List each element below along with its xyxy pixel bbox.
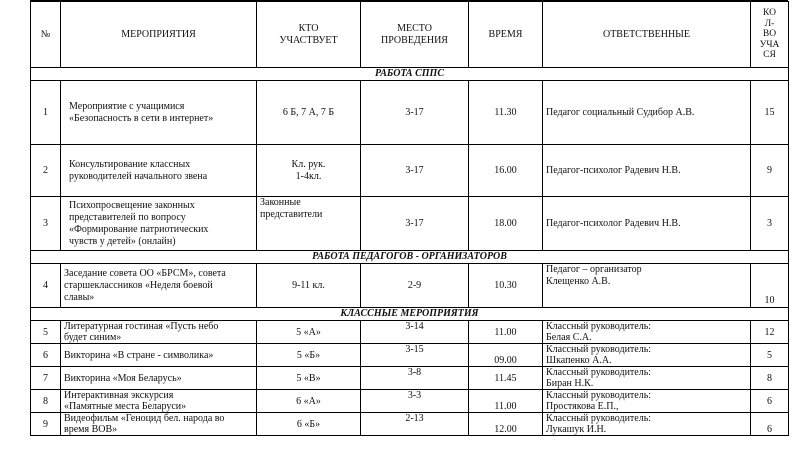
responsible-cell: Педагог – организатор Клещенко А.В. [543, 264, 751, 308]
place-cell: 3-8 [361, 367, 469, 390]
place-cell: 3-15 [361, 344, 469, 367]
time-cell: 16.00 [469, 145, 543, 197]
event-cell: Видеофильм «Геноцид бел. народа во время ВОВ» [61, 413, 257, 436]
participants-cell: Законные представители [257, 197, 361, 251]
event-cell: Психопросвещение законных представителей по вопросу «Формирование патриотических чувств у детей» (онлайн) [61, 197, 257, 251]
row-number: 2 [31, 145, 61, 197]
table-row [31, 264, 789, 308]
section-header-row [31, 251, 789, 264]
row-number: 3 [31, 197, 61, 251]
row-number: 4 [31, 264, 61, 308]
section-title: КЛАССНЫЕ МЕРОПРИЯТИЯ [31, 308, 789, 321]
count-cell: 15 [751, 81, 789, 145]
responsible-cell: Педагог-психолог Радевич Н.В. [543, 197, 751, 251]
section-header-row [31, 308, 789, 321]
event-cell: Интерактивная экскурсия «Памятные места Беларуси» [61, 390, 257, 413]
count-cell: 5 [751, 344, 789, 367]
count-cell: 12 [751, 321, 789, 344]
header-responsible: ОТВЕТСТВЕННЫЕ [543, 2, 751, 68]
responsible-cell: Классный руководитель: Белая С.А. [543, 321, 751, 344]
section-header-row [31, 68, 789, 81]
header-events: МЕРОПРИЯТИЯ [61, 2, 257, 68]
event-cell: Консультирование классных руководителей начального звена [61, 145, 257, 197]
row-number: 5 [31, 321, 61, 344]
section-title: РАБОТА ПЕДАГОГОВ - ОРГАНИЗАТОРОВ [31, 251, 789, 264]
participants-cell: 5 «Б» [257, 344, 361, 367]
header-num: № [31, 2, 61, 68]
count-cell: 8 [751, 367, 789, 390]
participants-cell: 6 Б, 7 А, 7 Б [257, 81, 361, 145]
table-row [31, 413, 789, 436]
time-cell: 18.00 [469, 197, 543, 251]
count-cell: 10 [751, 264, 789, 308]
event-cell: Викторина «В стране - символика» [61, 344, 257, 367]
event-cell: Викторина «Моя Беларусь» [61, 367, 257, 390]
header-count: КО Л- ВО УЧА СЯ [751, 2, 789, 68]
event-cell: Литературная гостиная «Пусть небо будет синим» [61, 321, 257, 344]
responsible-cell: Педагог-психолог Радевич Н.В. [543, 145, 751, 197]
participants-cell: 6 «Б» [257, 413, 361, 436]
participants-cell: 9-11 кл. [257, 264, 361, 308]
time-cell: 11.00 [469, 390, 543, 413]
participants-cell: Кл. рук. 1-4кл. [257, 145, 361, 197]
time-cell: 10.30 [469, 264, 543, 308]
responsible-cell: Классный руководитель: Биран Н.К. [543, 367, 751, 390]
row-number: 8 [31, 390, 61, 413]
responsible-cell: Классный руководитель: Простякова Е.П., [543, 390, 751, 413]
header-place: МЕСТО ПРОВЕДЕНИЯ [361, 2, 469, 68]
header-time: ВРЕМЯ [469, 2, 543, 68]
table-row [31, 197, 789, 251]
time-cell: 09.00 [469, 344, 543, 367]
table-row [31, 390, 789, 413]
participants-cell: 6 «А» [257, 390, 361, 413]
count-cell: 9 [751, 145, 789, 197]
place-cell: 3-3 [361, 390, 469, 413]
place-cell: 2-13 [361, 413, 469, 436]
place-cell: 3-17 [361, 197, 469, 251]
responsible-cell: Классный руководитель: Лукашук И.Н. [543, 413, 751, 436]
count-cell: 3 [751, 197, 789, 251]
row-number: 9 [31, 413, 61, 436]
header-who: КТО УЧАСТВУЕТ [257, 2, 361, 68]
schedule-table [30, 1, 789, 436]
responsible-cell: Педагог социальный Судибор А.В. [543, 81, 751, 145]
header-row [31, 2, 789, 68]
count-cell: 6 [751, 390, 789, 413]
table-row [31, 367, 789, 390]
event-cell: Заседание совета ОО «БРСМ», совета старшеклассников «Неделя боевой славы» [61, 264, 257, 308]
participants-cell: 5 «В» [257, 367, 361, 390]
place-cell: 3-17 [361, 145, 469, 197]
responsible-cell: Классный руководитель: Шкапенко А.А. [543, 344, 751, 367]
row-number: 7 [31, 367, 61, 390]
participants-cell: 5 «А» [257, 321, 361, 344]
time-cell: 12.00 [469, 413, 543, 436]
place-cell: 3-14 [361, 321, 469, 344]
table-row [31, 145, 789, 197]
section-title: РАБОТА СППС [31, 68, 789, 81]
schedule-body [31, 2, 789, 436]
table-row [31, 344, 789, 367]
event-cell: Мероприятие с учащимися «Безопасность в сети в интернет» [61, 81, 257, 145]
time-cell: 11.45 [469, 367, 543, 390]
time-cell: 11.00 [469, 321, 543, 344]
row-number: 1 [31, 81, 61, 145]
row-number: 6 [31, 344, 61, 367]
count-cell: 6 [751, 413, 789, 436]
table-row [31, 81, 789, 145]
table-row [31, 321, 789, 344]
place-cell: 2-9 [361, 264, 469, 308]
time-cell: 11.30 [469, 81, 543, 145]
place-cell: 3-17 [361, 81, 469, 145]
